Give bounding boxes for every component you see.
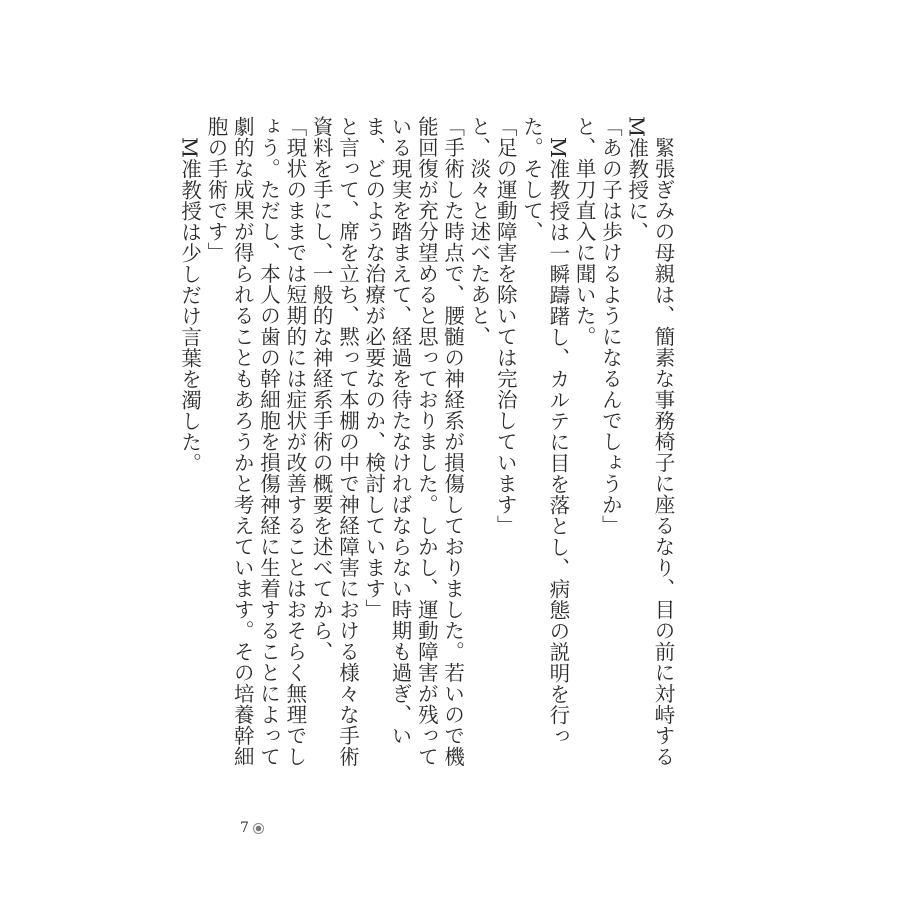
paragraph-10: M准教授は少しだけ言葉を濁した。 (177, 136, 202, 473)
paragraph-1: 緊張ぎみの母親は、簡素な事務椅子に座るなり、目の前に対峙するM准教授に、 (624, 116, 675, 767)
paragraph-8: と言って、席を立ち、黙って本棚の中で神経障害における様々な手術資料を手にし、一般的な神経系手術の概要を述べてから、 (309, 116, 360, 767)
paragraph-7: 「手術した時点で、腰髄の神経系が損傷しておりました。若いので機能回復が充分望めると思っておりました。しかし、運動障害が残っている現実を踏まえて、経過を待たなければならない時期も過ぎ、いま、どのような治療が必要なのか、検討しています」 (361, 116, 465, 767)
paragraph-4: M准教授は一瞬躊躇し、カルテに目を落とし、病態の説明を行った。そして、 (519, 116, 570, 746)
page-number: 7 (240, 820, 249, 836)
paragraph-6: と、淡々と述べたあと、 (466, 116, 491, 347)
paragraph-3: と、単刀直入に聞いた。 (572, 116, 597, 347)
page-footer (240, 820, 264, 836)
circle-ornament-icon (253, 823, 264, 834)
paragraph-5: 「足の運動障害を除いては完治しています」 (493, 116, 518, 536)
paragraph-9: 「現状のままでは短期的には症状が改善することはおそらく無理でしょう。ただし、本人の歯の幹細胞を損傷神経に生着することによって劇的な成果が得られることもあろうかと考えています。その培養幹細胞の手術です」 (203, 116, 307, 767)
paragraph-2: 「あの子は歩けるようになるんでしょうか」 (598, 116, 623, 536)
vertical-body-text (177, 116, 676, 776)
